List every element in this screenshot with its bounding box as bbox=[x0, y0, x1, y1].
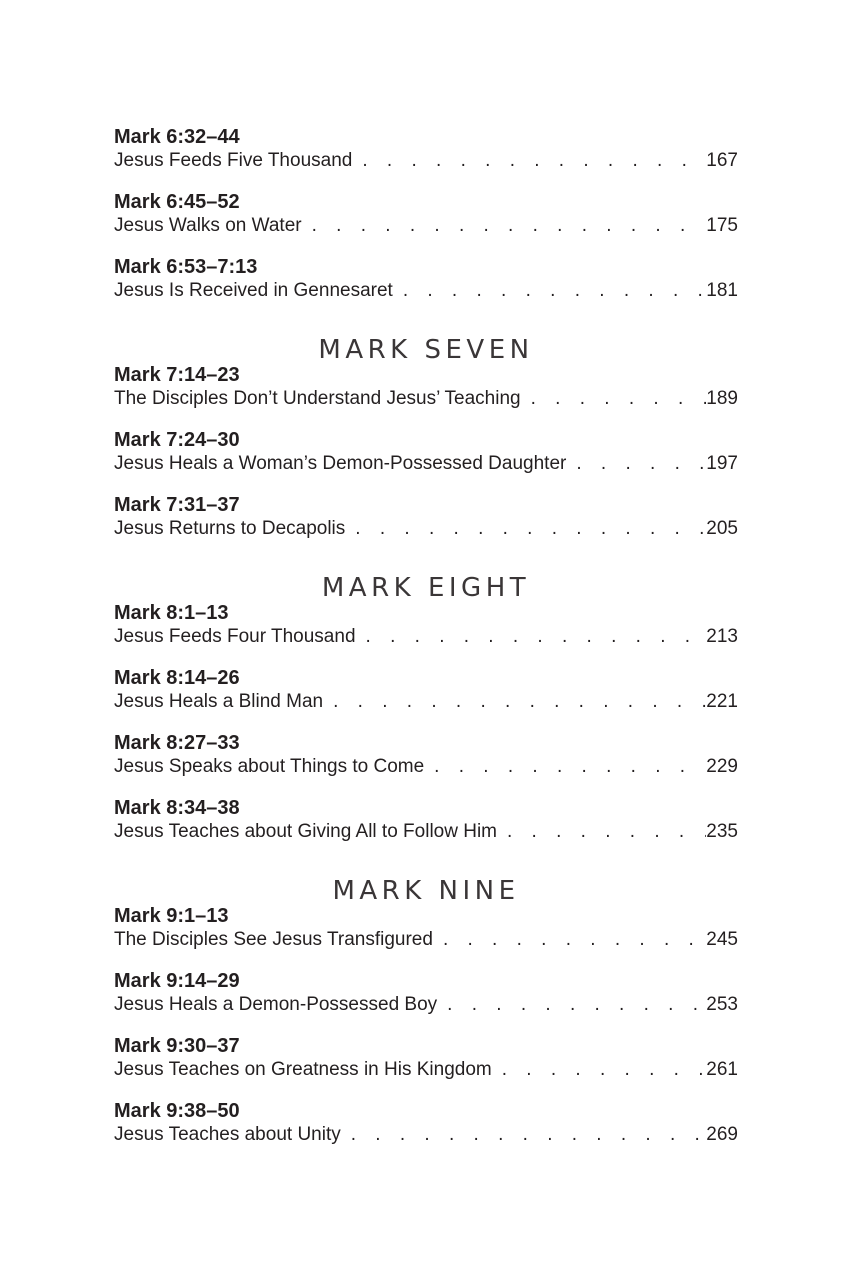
dot-leader bbox=[437, 993, 706, 1017]
chapter-mark-nine bbox=[114, 874, 738, 1147]
toc-entry[interactable] bbox=[114, 125, 738, 173]
dot-leader bbox=[341, 1123, 707, 1147]
entry-reference: Mark 8:34–38 bbox=[114, 797, 240, 819]
entry-line bbox=[114, 452, 738, 476]
entry-page-number: 245 bbox=[706, 929, 738, 950]
dot-leader bbox=[345, 517, 706, 541]
entry-page-number: 229 bbox=[706, 756, 738, 777]
toc-entry[interactable] bbox=[114, 493, 738, 541]
dot-leader bbox=[356, 625, 707, 649]
dot-leader bbox=[497, 820, 706, 844]
toc-entry[interactable] bbox=[114, 363, 738, 411]
entry-page-number: 197 bbox=[706, 453, 738, 474]
entry-title: Jesus Heals a Demon-Possessed Boy bbox=[114, 994, 438, 1015]
entry-line bbox=[114, 1123, 738, 1147]
dot-leader bbox=[302, 214, 707, 238]
entry-reference: Mark 6:45–52 bbox=[114, 191, 240, 213]
toc-entry[interactable] bbox=[114, 796, 738, 844]
chapter-mark-six-continued bbox=[114, 125, 738, 303]
entry-title: The Disciples Don’t Understand Jesus’ Teaching bbox=[114, 388, 521, 409]
entry-title: Jesus Returns to Decapolis bbox=[114, 518, 346, 539]
entry-reference: Mark 8:1–13 bbox=[114, 602, 229, 624]
entry-title: Jesus Feeds Four Thousand bbox=[114, 626, 356, 647]
entry-line bbox=[114, 820, 738, 844]
entry-page-number: 253 bbox=[706, 994, 738, 1015]
toc-entry[interactable] bbox=[114, 731, 738, 779]
entry-reference: Mark 9:14–29 bbox=[114, 970, 240, 992]
entry-line bbox=[114, 928, 738, 952]
entry-page-number: 175 bbox=[706, 215, 738, 236]
dot-leader bbox=[393, 279, 706, 303]
entry-title: Jesus Teaches about Giving All to Follow Him bbox=[114, 821, 497, 842]
entry-page-number: 205 bbox=[706, 518, 738, 539]
entry-title: Jesus Feeds Five Thousand bbox=[114, 150, 353, 171]
dot-leader bbox=[352, 149, 706, 173]
entry-reference: Mark 6:53–7:13 bbox=[114, 256, 258, 278]
dot-leader bbox=[433, 928, 706, 952]
entry-line bbox=[114, 1058, 738, 1082]
chapter-mark-eight bbox=[114, 571, 738, 844]
entry-reference: Mark 7:14–23 bbox=[114, 364, 240, 386]
entry-page-number: 213 bbox=[706, 626, 738, 647]
toc-entry[interactable] bbox=[114, 601, 738, 649]
toc-entry[interactable] bbox=[114, 255, 738, 303]
chapter-mark-seven bbox=[114, 333, 738, 541]
entry-reference: Mark 7:24–30 bbox=[114, 429, 240, 451]
toc-entry[interactable] bbox=[114, 1099, 738, 1147]
chapter-heading: MARK SEVEN bbox=[318, 335, 534, 365]
toc-entry[interactable] bbox=[114, 969, 738, 1017]
entry-page-number: 269 bbox=[706, 1124, 738, 1145]
chapter-heading: MARK EIGHT bbox=[321, 573, 531, 603]
entry-page-number: 189 bbox=[706, 388, 738, 409]
dot-leader bbox=[492, 1058, 707, 1082]
entry-reference: Mark 9:38–50 bbox=[114, 1100, 240, 1122]
entry-line bbox=[114, 279, 738, 303]
entry-reference: Mark 7:31–37 bbox=[114, 494, 240, 516]
entry-title: Jesus Speaks about Things to Come bbox=[114, 756, 425, 777]
entry-title: Jesus Teaches about Unity bbox=[114, 1124, 341, 1145]
dot-leader bbox=[424, 755, 706, 779]
entry-title: The Disciples See Jesus Transfigured bbox=[114, 929, 433, 950]
entry-title: Jesus Teaches on Greatness in His Kingdom bbox=[114, 1059, 492, 1080]
entry-reference: Mark 9:1–13 bbox=[114, 905, 229, 927]
entry-title: Jesus Walks on Water bbox=[114, 215, 302, 236]
toc-entry[interactable] bbox=[114, 904, 738, 952]
dot-leader bbox=[521, 387, 707, 411]
entry-title: Jesus Heals a Woman’s Demon-Possessed Daughter bbox=[114, 453, 567, 474]
toc-entry[interactable] bbox=[114, 190, 738, 238]
toc-entry[interactable] bbox=[114, 1034, 738, 1082]
entry-page-number: 261 bbox=[706, 1059, 738, 1080]
entry-page-number: 235 bbox=[706, 821, 738, 842]
entry-page-number: 221 bbox=[706, 691, 738, 712]
entry-reference: Mark 8:27–33 bbox=[114, 732, 240, 754]
toc-entry[interactable] bbox=[114, 428, 738, 476]
entry-line bbox=[114, 755, 738, 779]
entry-line bbox=[114, 993, 738, 1017]
dot-leader bbox=[566, 452, 706, 476]
entry-line bbox=[114, 214, 738, 238]
entry-title: Jesus Is Received in Gennesaret bbox=[114, 280, 393, 301]
entry-line bbox=[114, 625, 738, 649]
toc-entry[interactable] bbox=[114, 666, 738, 714]
table-of-contents bbox=[114, 125, 738, 1147]
chapter-heading: MARK NINE bbox=[332, 876, 520, 906]
dot-leader bbox=[323, 690, 706, 714]
entry-reference: Mark 9:30–37 bbox=[114, 1035, 240, 1057]
entry-title: Jesus Heals a Blind Man bbox=[114, 691, 324, 712]
entry-line bbox=[114, 690, 738, 714]
entry-page-number: 167 bbox=[706, 150, 738, 171]
entry-line bbox=[114, 149, 738, 173]
entry-line bbox=[114, 517, 738, 541]
entry-line bbox=[114, 387, 738, 411]
entry-reference: Mark 8:14–26 bbox=[114, 667, 240, 689]
entry-page-number: 181 bbox=[706, 280, 738, 301]
entry-reference: Mark 6:32–44 bbox=[114, 126, 240, 148]
